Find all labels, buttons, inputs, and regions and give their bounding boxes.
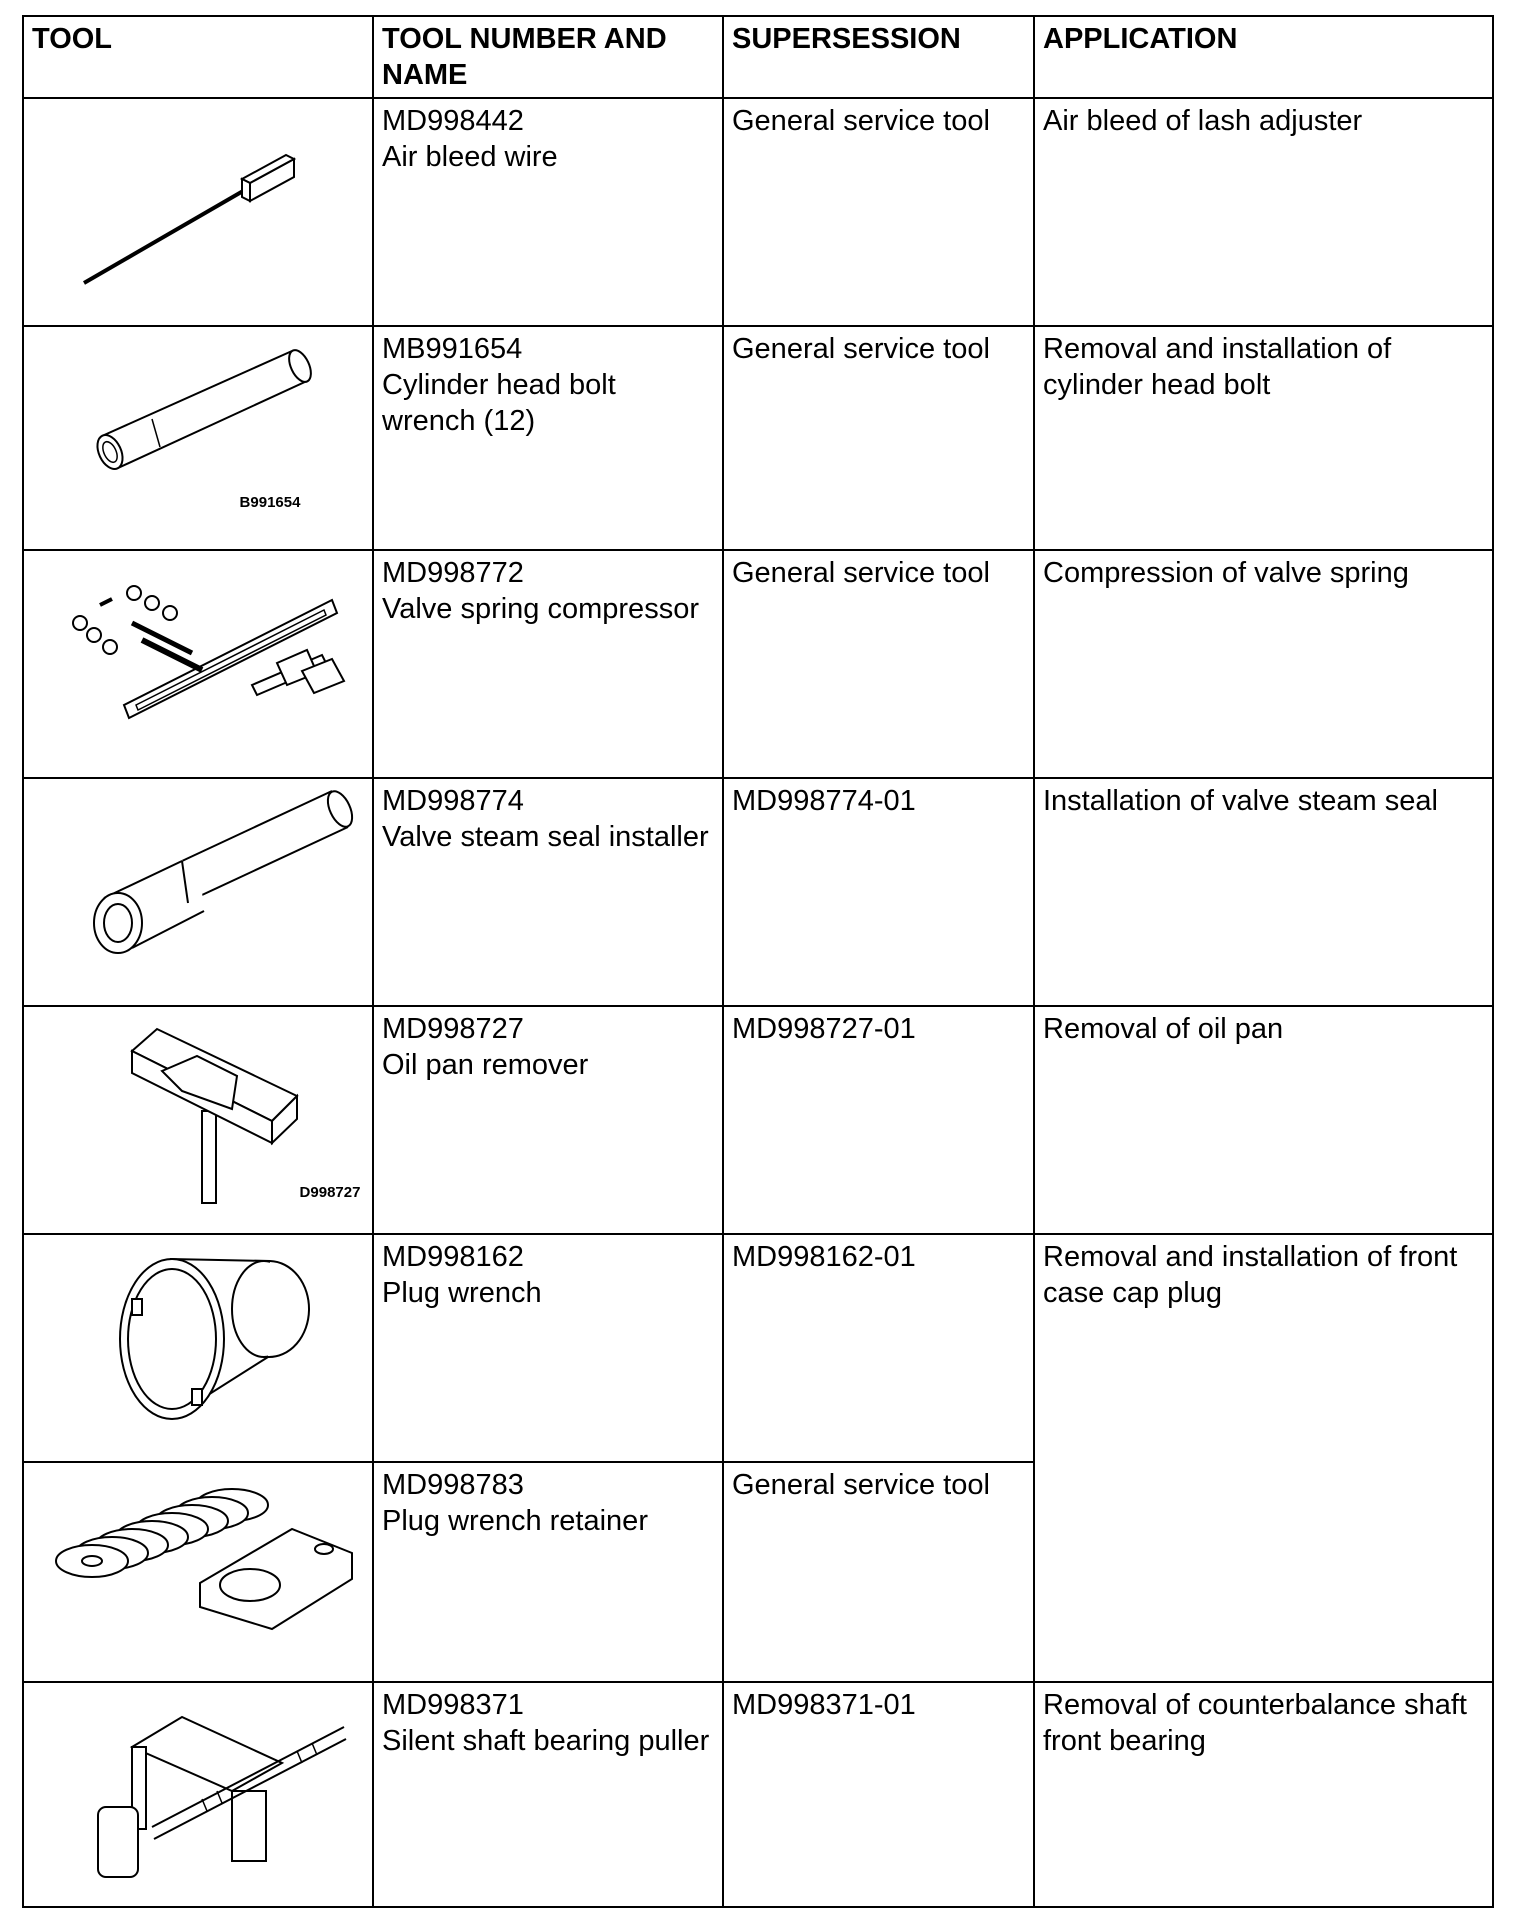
bearing-puller-icon <box>32 1687 382 1906</box>
tool-image-cell <box>23 326 373 550</box>
tool-image-cell <box>23 1462 373 1682</box>
application-cell: Removal of counterbalance shaft front bearing <box>1034 1682 1493 1907</box>
tool-image-cell <box>23 550 373 778</box>
supersession-cell: MD998774-01 <box>723 778 1034 1006</box>
header-tool: TOOL <box>23 16 373 98</box>
table-row <box>23 1006 1493 1234</box>
tool-number: MD998727 <box>382 1013 524 1045</box>
table-row <box>23 778 1493 1006</box>
tool-number-name-cell <box>373 1006 723 1234</box>
table-row <box>23 98 1493 326</box>
tool-image-cell <box>23 1682 373 1907</box>
tool-number-name-cell <box>373 550 723 778</box>
header-application: APPLICATION <box>1034 16 1493 98</box>
tool-image-cell <box>23 778 373 1006</box>
supersession-cell: General service tool <box>723 98 1034 326</box>
cylinder-head-bolt-wrench-icon <box>32 331 382 549</box>
oil-pan-remover-icon <box>32 1011 382 1233</box>
tool-image-code: D998727 <box>299 1184 361 1201</box>
header-supersession: SUPERSESSION <box>723 16 1034 98</box>
tool-image-cell <box>23 1006 373 1234</box>
supersession-cell: General service tool <box>723 1462 1034 1682</box>
tool-number-name-cell <box>373 1234 723 1462</box>
plug-wrench-icon <box>32 1239 382 1461</box>
supersession-cell: General service tool <box>723 550 1034 778</box>
application-cell: Compression of valve spring <box>1034 550 1493 778</box>
header-row <box>23 16 1493 98</box>
supersession-cell: MD998162-01 <box>723 1234 1034 1462</box>
tool-name: Cylinder head bolt wrench (12) <box>382 369 616 437</box>
supersession-cell: MD998371-01 <box>723 1682 1034 1907</box>
plug-wrench-retainer-icon <box>32 1467 382 1681</box>
special-tools-table <box>22 15 1494 1908</box>
tool-number-name-cell <box>373 326 723 550</box>
tool-number-name-cell <box>373 778 723 1006</box>
tool-image-code: B991654 <box>239 494 301 511</box>
application-cell: Removal and installation of front case cap plug <box>1034 1234 1493 1682</box>
tool-name: Valve steam seal installer <box>382 821 709 853</box>
tool-number: MD998442 <box>382 105 524 137</box>
tool-number-name-cell <box>373 1682 723 1907</box>
valve-spring-compressor-icon <box>32 555 382 777</box>
tool-number: MD998371 <box>382 1689 524 1721</box>
air-bleed-wire-icon <box>32 103 382 325</box>
table-row <box>23 1234 1493 1462</box>
application-cell: Installation of valve steam seal <box>1034 778 1493 1006</box>
tool-name: Plug wrench retainer <box>382 1505 648 1537</box>
tool-name: Air bleed wire <box>382 141 558 173</box>
tool-name: Valve spring compressor <box>382 593 699 625</box>
tool-number: MD998774 <box>382 785 524 817</box>
tool-number: MB991654 <box>382 333 523 365</box>
application-cell: Removal of oil pan <box>1034 1006 1493 1234</box>
table-row <box>23 1682 1493 1907</box>
tool-name: Silent shaft bearing puller <box>382 1725 710 1757</box>
tool-number: MD998162 <box>382 1241 524 1273</box>
table-row <box>23 326 1493 550</box>
tool-image-cell <box>23 98 373 326</box>
tool-number: MD998772 <box>382 557 524 589</box>
tool-name: Plug wrench <box>382 1277 542 1309</box>
header-tool-number-and-name: TOOL NUMBER AND NAME <box>373 16 723 98</box>
table-row <box>23 550 1493 778</box>
valve-seal-installer-icon <box>32 783 382 1005</box>
application-cell: Air bleed of lash adjuster <box>1034 98 1493 326</box>
application-cell: Removal and installation of cylinder head bolt <box>1034 326 1493 550</box>
tool-number-name-cell <box>373 98 723 326</box>
supersession-cell: MD998727-01 <box>723 1006 1034 1234</box>
tool-image-cell <box>23 1234 373 1462</box>
tool-number: MD998783 <box>382 1469 524 1501</box>
tool-name: Oil pan remover <box>382 1049 589 1081</box>
supersession-cell: General service tool <box>723 326 1034 550</box>
tool-number-name-cell <box>373 1462 723 1682</box>
